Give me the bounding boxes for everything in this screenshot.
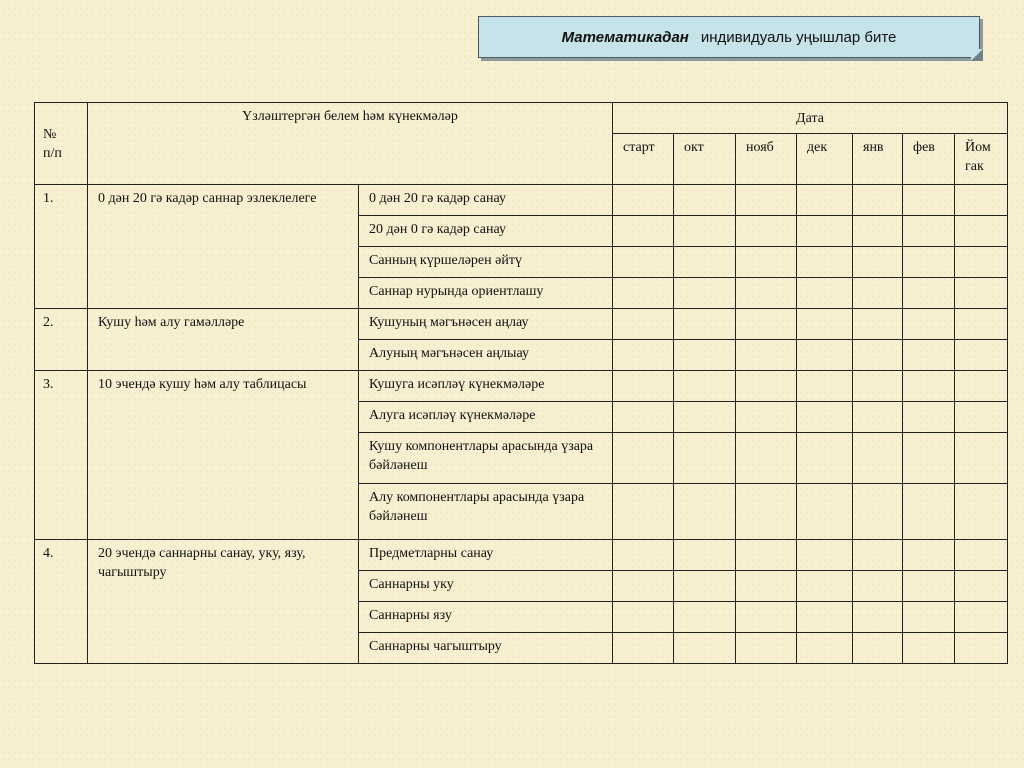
date-cell[interactable] — [674, 371, 736, 402]
date-cell[interactable] — [613, 402, 674, 433]
skill-cell: Кушуга исәпләү күнекмәләре — [359, 371, 613, 402]
date-cell[interactable] — [853, 433, 903, 484]
date-cell[interactable] — [613, 602, 674, 633]
date-cell[interactable] — [674, 571, 736, 602]
date-cell[interactable] — [903, 278, 955, 309]
date-cell[interactable] — [736, 433, 797, 484]
table-row — [35, 309, 1008, 340]
date-cell[interactable] — [613, 633, 674, 664]
topic-cell: 0 дән 20 гә кадәр саннар эзлеклелеге — [88, 185, 359, 309]
date-cell[interactable] — [613, 433, 674, 484]
date-cell[interactable] — [797, 247, 853, 278]
skill-cell: Алу компонентлары арасында үзара бәйләнеш — [359, 484, 613, 540]
date-cell[interactable] — [955, 540, 1008, 571]
date-cell[interactable] — [797, 484, 853, 540]
date-cell[interactable] — [613, 185, 674, 216]
date-cell[interactable] — [674, 540, 736, 571]
date-cell[interactable] — [853, 633, 903, 664]
skill-cell: Предметларны санау — [359, 540, 613, 571]
header-number-abbr: п/п — [43, 145, 62, 161]
date-cell[interactable] — [797, 216, 853, 247]
date-cell[interactable] — [853, 371, 903, 402]
date-cell[interactable] — [853, 540, 903, 571]
date-cell[interactable] — [903, 371, 955, 402]
skill-cell: Алуның мәгънәсен аңлыау — [359, 340, 613, 371]
header-total — [955, 134, 1008, 185]
date-cell[interactable] — [903, 309, 955, 340]
skill-cell: Саннар нурында ориентлашу — [359, 278, 613, 309]
date-cell[interactable] — [955, 278, 1008, 309]
folded-corner — [971, 49, 983, 61]
date-cell[interactable] — [853, 571, 903, 602]
date-cell[interactable] — [797, 633, 853, 664]
header-date: Дата — [613, 103, 1008, 134]
date-cell[interactable] — [903, 540, 955, 571]
date-cell[interactable] — [797, 278, 853, 309]
date-cell[interactable] — [903, 216, 955, 247]
progress-table — [34, 102, 1008, 664]
date-cell[interactable] — [797, 540, 853, 571]
date-cell[interactable] — [955, 216, 1008, 247]
date-cell[interactable] — [797, 433, 853, 484]
date-cell[interactable] — [853, 484, 903, 540]
date-cell[interactable] — [674, 340, 736, 371]
title-text: индивидуаль уңышлар бите — [700, 28, 897, 46]
header-month: окт — [674, 134, 736, 185]
skill-cell: Санның күршеләрен әйтү — [359, 247, 613, 278]
skill-cell: Кушу компонентлары арасында үзара бәйләнеш — [359, 433, 613, 484]
table-row — [35, 185, 1008, 216]
date-cell[interactable] — [613, 247, 674, 278]
header-total-line2: гак — [965, 159, 984, 174]
skill-cell: Кушуның мәгънәсен аңлау — [359, 309, 613, 340]
date-cell[interactable] — [613, 278, 674, 309]
date-cell[interactable] — [674, 433, 736, 484]
date-cell[interactable] — [903, 633, 955, 664]
date-cell[interactable] — [797, 571, 853, 602]
date-cell[interactable] — [955, 309, 1008, 340]
date-cell[interactable] — [736, 602, 797, 633]
date-cell[interactable] — [903, 484, 955, 540]
date-cell[interactable] — [674, 247, 736, 278]
date-cell[interactable] — [955, 433, 1008, 484]
table-row — [35, 540, 1008, 571]
date-cell[interactable] — [853, 216, 903, 247]
topic-cell: Кушу һәм алу гамәлләре — [88, 309, 359, 371]
row-number: 1. — [35, 185, 88, 309]
date-cell[interactable] — [853, 247, 903, 278]
header-number-cell — [35, 103, 88, 185]
title-box — [478, 16, 980, 58]
date-cell[interactable] — [955, 633, 1008, 664]
date-cell[interactable] — [853, 602, 903, 633]
date-cell[interactable] — [613, 571, 674, 602]
date-cell[interactable] — [955, 484, 1008, 540]
date-cell[interactable] — [674, 484, 736, 540]
date-cell[interactable] — [903, 571, 955, 602]
date-cell[interactable] — [903, 433, 955, 484]
skill-cell: Саннарны уку — [359, 571, 613, 602]
header-skills: Үзләштергән белем һәм күнекмәләр — [88, 103, 613, 185]
date-cell[interactable] — [955, 571, 1008, 602]
skill-cell: 0 дән 20 гә кадәр санау — [359, 185, 613, 216]
date-cell[interactable] — [797, 185, 853, 216]
date-cell[interactable] — [903, 340, 955, 371]
header-month: фев — [903, 134, 955, 185]
date-cell[interactable] — [674, 185, 736, 216]
date-cell[interactable] — [955, 340, 1008, 371]
date-cell[interactable] — [797, 309, 853, 340]
date-cell[interactable] — [736, 371, 797, 402]
header-month: нояб — [736, 134, 797, 185]
date-cell[interactable] — [613, 309, 674, 340]
header-total-line1: Йом — [965, 140, 991, 155]
date-cell[interactable] — [903, 247, 955, 278]
header-row-1 — [35, 103, 1008, 134]
header-month: янв — [853, 134, 903, 185]
date-cell[interactable] — [613, 216, 674, 247]
date-cell[interactable] — [674, 602, 736, 633]
date-cell[interactable] — [797, 371, 853, 402]
date-cell[interactable] — [955, 247, 1008, 278]
date-cell[interactable] — [955, 602, 1008, 633]
header-month: старт — [613, 134, 674, 185]
date-cell[interactable] — [955, 185, 1008, 216]
date-cell[interactable] — [903, 402, 955, 433]
date-cell[interactable] — [674, 309, 736, 340]
date-cell[interactable] — [903, 602, 955, 633]
skill-cell: Алуга исәпләү күнекмәләре — [359, 402, 613, 433]
date-cell[interactable] — [674, 216, 736, 247]
date-cell[interactable] — [797, 602, 853, 633]
date-cell[interactable] — [797, 340, 853, 371]
date-cell[interactable] — [853, 185, 903, 216]
date-cell[interactable] — [613, 340, 674, 371]
date-cell[interactable] — [736, 309, 797, 340]
date-cell[interactable] — [736, 484, 797, 540]
title-subject: Математикадан — [561, 28, 689, 46]
date-cell[interactable] — [613, 540, 674, 571]
date-cell[interactable] — [736, 185, 797, 216]
date-cell[interactable] — [736, 633, 797, 664]
row-number: 3. — [35, 371, 88, 540]
row-number: 2. — [35, 309, 88, 371]
table-row — [35, 371, 1008, 402]
date-cell[interactable] — [736, 247, 797, 278]
skill-cell: Саннарны чагыштыру — [359, 633, 613, 664]
date-cell[interactable] — [674, 402, 736, 433]
date-cell[interactable] — [613, 484, 674, 540]
skill-cell: Саннарны язу — [359, 602, 613, 633]
date-cell[interactable] — [797, 402, 853, 433]
date-cell[interactable] — [613, 371, 674, 402]
date-cell[interactable] — [853, 309, 903, 340]
date-cell[interactable] — [955, 402, 1008, 433]
date-cell[interactable] — [853, 402, 903, 433]
date-cell[interactable] — [736, 216, 797, 247]
date-cell[interactable] — [736, 278, 797, 309]
date-cell[interactable] — [674, 278, 736, 309]
topic-cell: 10 эчендә кушу һәм алу таблицасы — [88, 371, 359, 540]
date-cell[interactable] — [853, 340, 903, 371]
date-cell[interactable] — [736, 540, 797, 571]
date-cell[interactable] — [903, 185, 955, 216]
topic-cell: 20 эчендә саннарны санау, уку, язу, чагыштыру — [88, 540, 359, 664]
row-number: 4. — [35, 540, 88, 664]
header-number-symbol: № — [43, 126, 57, 142]
header-month: дек — [797, 134, 853, 185]
date-cell[interactable] — [736, 340, 797, 371]
date-cell[interactable] — [955, 371, 1008, 402]
date-cell[interactable] — [853, 278, 903, 309]
date-cell[interactable] — [736, 402, 797, 433]
skill-cell: 20 дән 0 гә кадәр санау — [359, 216, 613, 247]
date-cell[interactable] — [736, 571, 797, 602]
date-cell[interactable] — [674, 633, 736, 664]
